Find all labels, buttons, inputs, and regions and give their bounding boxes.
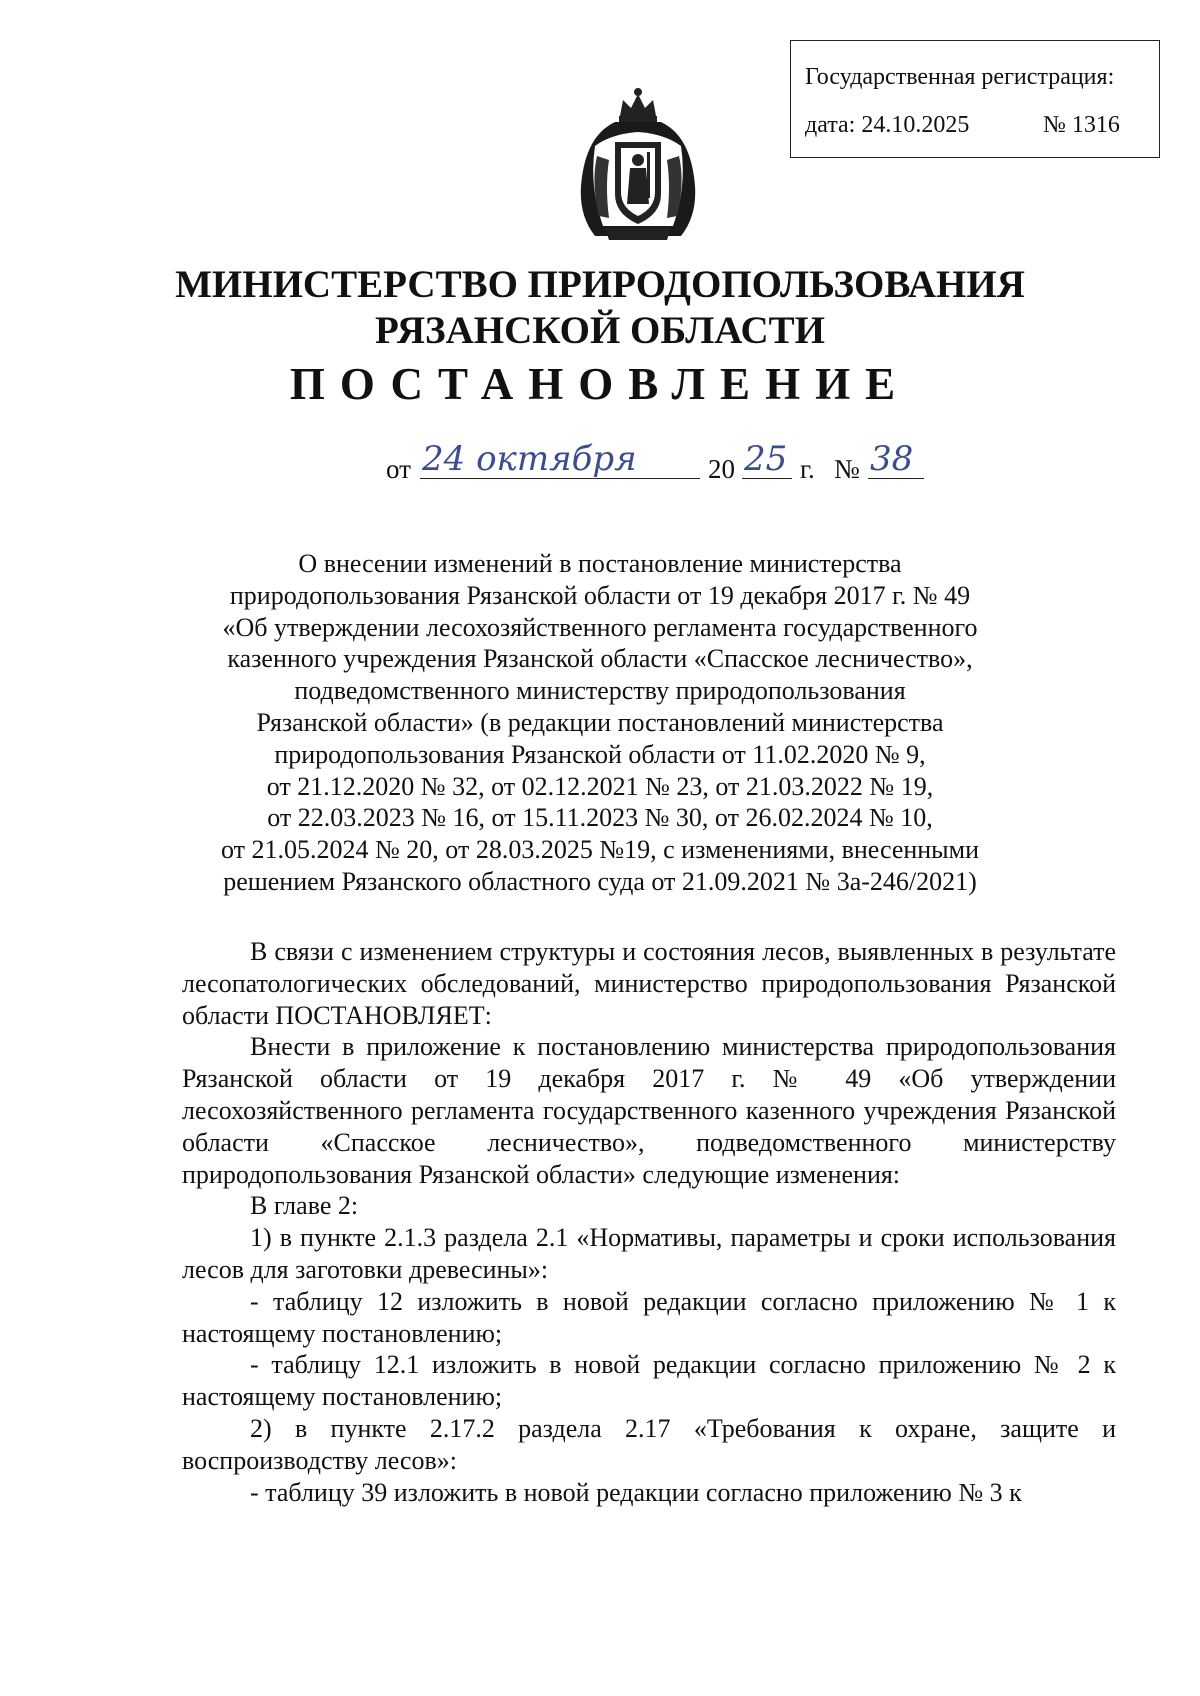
registration-title: Государственная регистрация: bbox=[805, 64, 1115, 90]
body-paragraph-preamble: В связи с изменением структуры и состояния лесов, выявленных в результате лесопатологических обследований, министерство природопользования Рязанской области ПОСТАНОВЛЯЕТ: bbox=[182, 937, 1116, 1030]
dateline-year-abbr: г. bbox=[800, 454, 815, 484]
document-type: ПОСТАНОВЛЕНИЕ bbox=[289, 359, 911, 409]
dateline-year-prefix: 20 bbox=[708, 454, 735, 484]
dateline-day-month-field bbox=[420, 440, 700, 479]
handwritten-number: 38 bbox=[870, 439, 914, 479]
dateline-number-field bbox=[868, 440, 924, 479]
registration-stamp bbox=[790, 40, 1160, 158]
handwritten-year: 25 bbox=[744, 439, 788, 479]
body-subitem-table-12-1: - таблицу 12.1 изложить в новой редакции согласно приложению № 2 к настоящему постановлению; bbox=[182, 1350, 1116, 1412]
document-body bbox=[182, 936, 1116, 1508]
subject-line: решением Рязанского областного суда от 21.09.2021 № 3а-246/2021) bbox=[223, 866, 977, 896]
handwritten-day-month: 24 октября bbox=[422, 439, 637, 479]
subject-line: подведомственного министерству природопользования bbox=[294, 676, 906, 706]
body-subitem-table-12: - таблицу 12 изложить в новой редакции согласно приложению № 1 к настоящему постановлению; bbox=[182, 1286, 1116, 1348]
dateline-number-sign: № bbox=[834, 454, 860, 484]
body-item-1: 1) в пункте 2.1.3 раздела 2.1 «Нормативы, параметры и сроки использования лесов для заготовки древесины»: bbox=[182, 1223, 1116, 1284]
subject-line: казенного учреждения Рязанской области «Спасское лесничество», bbox=[227, 644, 973, 674]
registration-number: № 1316 bbox=[1043, 112, 1120, 138]
dateline-year-field bbox=[742, 440, 792, 479]
subject-line: природопользования Рязанской области от 19 декабря 2017 г. № 49 bbox=[229, 580, 971, 610]
body-item-2: 2) в пункте 2.17.2 раздела 2.17 «Требования к охране, защите и воспроизводству лесов»: bbox=[182, 1413, 1116, 1475]
coat-of-arms-icon bbox=[575, 86, 701, 244]
ministry-title bbox=[0, 262, 1200, 354]
date-number-line bbox=[0, 440, 1200, 490]
subject-line: О внесении изменений в постановление министерства bbox=[298, 549, 902, 578]
subject-line: «Об утверждении лесохозяйственного регламента государственного bbox=[222, 612, 978, 642]
dateline-from: от bbox=[386, 454, 411, 484]
ministry-title-line1: МИНИСТЕРСТВО ПРИРОДОПОЛЬЗОВАНИЯ bbox=[175, 263, 1025, 306]
body-paragraph-resolution: Внести в приложение к постановлению министерства природопользования Рязанской области от 19 декабря 2017 г. № 49 «Об утверждении лесохозяйственного регламента государственного казенного учреждения Рязанской области «Спасское лесничество», подведомственного министерству природопользования Рязанской области» следующие изменения: bbox=[182, 1032, 1116, 1189]
subject-line: Рязанской области» (в редакции постановлений министерства bbox=[256, 707, 944, 737]
registration-date: дата: 24.10.2025 bbox=[805, 112, 970, 138]
document-subject bbox=[150, 548, 1050, 898]
subject-line: от 21.12.2020 № 32, от 02.12.2021 № 23, от 21.03.2022 № 19, bbox=[266, 771, 934, 801]
subject-line: от 22.03.2023 № 16, от 15.11.2023 № 30, от 26.02.2024 № 10, bbox=[267, 803, 933, 833]
body-paragraph-chapter: В главе 2: bbox=[250, 1191, 359, 1221]
body-subitem-table-39: - таблицу 39 изложить в новой редакции согласно приложению № 3 к bbox=[250, 1477, 1022, 1507]
subject-line: от 21.05.2024 № 20, от 28.03.2025 №19, с изменениями, внесенными bbox=[220, 835, 980, 865]
subject-line: природопользования Рязанской области от 11.02.2020 № 9, bbox=[274, 739, 926, 769]
ministry-title-line2: РЯЗАНСКОЙ ОБЛАСТИ bbox=[375, 309, 825, 352]
